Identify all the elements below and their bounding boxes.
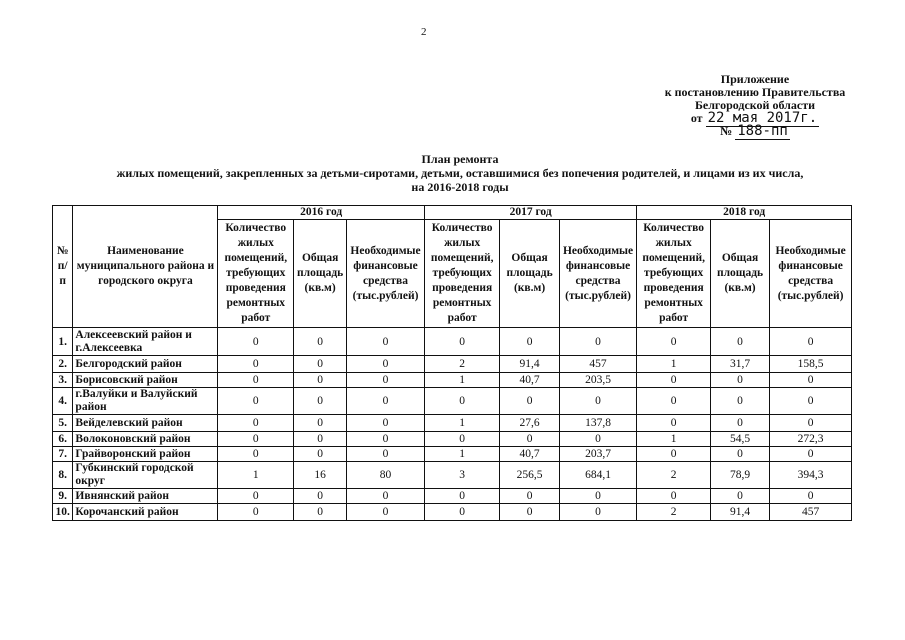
row-district-name: Корочанский район <box>73 504 218 521</box>
table-row <box>53 489 852 504</box>
row-value-cell: 272,3 <box>770 432 852 447</box>
row-value-cell: 457 <box>770 504 852 521</box>
table-row <box>53 328 852 356</box>
row-value-cell: 0 <box>424 504 500 521</box>
row-value-cell: 0 <box>294 504 347 521</box>
date-prefix: от <box>690 111 703 125</box>
row-district-name: Борисовский район <box>73 373 218 388</box>
table-row <box>53 415 852 432</box>
row-value-cell: 158,5 <box>770 356 852 373</box>
row-value-cell: 40,7 <box>500 373 559 388</box>
appendix-resolution-line: к постановлению Правительства <box>664 85 846 99</box>
row-value-cell: 0 <box>347 328 425 356</box>
row-value-cell: 0 <box>347 432 425 447</box>
row-value-cell: 0 <box>770 447 852 462</box>
table-row <box>53 432 852 447</box>
table-row <box>53 373 852 388</box>
row-value-cell: 16 <box>294 462 347 489</box>
row-value-cell: 394,3 <box>770 462 852 489</box>
row-value-cell: 0 <box>424 328 500 356</box>
table-row <box>53 462 852 489</box>
row-value-cell: 1 <box>218 462 294 489</box>
header-count-2016: Количество жилых помещений, требующих проведения ремонтных работ <box>218 220 294 328</box>
number-prefix: № <box>720 124 733 138</box>
appendix-block <box>650 73 860 138</box>
row-value-cell: 0 <box>347 489 425 504</box>
header-funds-2017: Необходимые финансовые средства (тыс.рублей) <box>559 220 637 328</box>
row-value-cell: 0 <box>559 328 637 356</box>
row-value-cell: 0 <box>637 328 711 356</box>
row-value-cell: 0 <box>424 489 500 504</box>
handwritten-date: 22 мая 2017г. <box>707 110 818 126</box>
row-value-cell: 3 <box>424 462 500 489</box>
table-row <box>53 504 852 521</box>
row-value-cell: 40,7 <box>500 447 559 462</box>
row-district-name: Алексеевский район и г.Алексеевка <box>73 328 218 356</box>
row-district-name: Белгородский район <box>73 356 218 373</box>
row-value-cell: 203,7 <box>559 447 637 462</box>
row-value-cell: 0 <box>218 504 294 521</box>
row-number: 1. <box>53 328 73 356</box>
row-value-cell: 0 <box>218 415 294 432</box>
row-value-cell: 0 <box>710 373 769 388</box>
header-area-2016: Общая площадь (кв.м) <box>294 220 347 328</box>
row-number: 9. <box>53 489 73 504</box>
row-value-cell: 0 <box>500 328 559 356</box>
row-value-cell: 0 <box>500 489 559 504</box>
row-value-cell: 0 <box>710 388 769 415</box>
row-value-cell: 31,7 <box>710 356 769 373</box>
row-value-cell: 0 <box>770 415 852 432</box>
row-value-cell: 0 <box>770 373 852 388</box>
row-value-cell: 1 <box>637 432 711 447</box>
table-row <box>53 388 852 415</box>
plan-title-line1: План ремонта <box>421 152 499 166</box>
row-value-cell: 0 <box>347 504 425 521</box>
row-value-cell: 0 <box>424 432 500 447</box>
row-value-cell: 0 <box>294 447 347 462</box>
row-district-name: Вейделевский район <box>73 415 218 432</box>
row-district-name: Ивнянский район <box>73 489 218 504</box>
row-number: 4. <box>53 388 73 415</box>
row-value-cell: 0 <box>770 489 852 504</box>
table-row <box>53 356 852 373</box>
plan-title-line2: жилых помещений, закрепленных за детьми-сиротами, детьми, оставшимися без попечения родителей, и лицами из их числа, <box>116 166 804 180</box>
row-value-cell: 203,5 <box>559 373 637 388</box>
row-value-cell: 0 <box>294 489 347 504</box>
header-count-2017: Количество жилых помещений, требующих проведения ремонтных работ <box>424 220 500 328</box>
row-value-cell: 27,6 <box>500 415 559 432</box>
row-value-cell: 0 <box>710 447 769 462</box>
row-value-cell: 256,5 <box>500 462 559 489</box>
row-value-cell: 0 <box>500 388 559 415</box>
row-value-cell: 80 <box>347 462 425 489</box>
row-value-cell: 2 <box>424 356 500 373</box>
row-value-cell: 137,8 <box>559 415 637 432</box>
repair-plan-table <box>52 205 852 521</box>
header-name: Наименование муниципального района и городского округа <box>73 206 218 328</box>
row-value-cell: 2 <box>637 504 711 521</box>
row-value-cell: 1 <box>637 356 711 373</box>
row-value-cell: 0 <box>218 328 294 356</box>
handwritten-number: 188-пп <box>737 123 788 139</box>
row-value-cell: 0 <box>294 356 347 373</box>
row-value-cell: 0 <box>500 432 559 447</box>
row-number: 10. <box>53 504 73 521</box>
row-number: 7. <box>53 447 73 462</box>
row-value-cell: 91,4 <box>710 504 769 521</box>
row-number: 8. <box>53 462 73 489</box>
row-value-cell: 0 <box>218 489 294 504</box>
row-value-cell: 1 <box>424 373 500 388</box>
row-value-cell: 0 <box>347 447 425 462</box>
header-area-2017: Общая площадь (кв.м) <box>500 220 559 328</box>
row-value-cell: 0 <box>637 388 711 415</box>
row-value-cell: 0 <box>637 489 711 504</box>
page-number: 2 <box>421 26 427 38</box>
row-value-cell: 0 <box>347 373 425 388</box>
row-value-cell: 91,4 <box>500 356 559 373</box>
row-value-cell: 0 <box>770 328 852 356</box>
row-value-cell: 0 <box>294 388 347 415</box>
row-number: 5. <box>53 415 73 432</box>
appendix-region-line: Белгородской области <box>694 98 816 112</box>
row-value-cell: 0 <box>218 373 294 388</box>
row-number: 6. <box>53 432 73 447</box>
header-count-2018: Количество жилых помещений, требующих проведения ремонтных работ <box>637 220 711 328</box>
row-value-cell: 0 <box>559 432 637 447</box>
plan-title <box>60 152 860 194</box>
row-district-name: г.Валуйки и Валуйский район <box>73 388 218 415</box>
row-value-cell: 2 <box>637 462 711 489</box>
plan-title-line3: на 2016-2018 годы <box>411 180 509 194</box>
header-year-2017: 2017 год <box>424 206 637 220</box>
appendix-number-line <box>650 125 860 138</box>
header-funds-2016: Необходимые финансовые средства (тыс.рублей) <box>347 220 425 328</box>
row-number: 3. <box>53 373 73 388</box>
row-value-cell: 0 <box>347 356 425 373</box>
row-district-name: Грайворонский район <box>73 447 218 462</box>
row-value-cell: 0 <box>294 432 347 447</box>
row-value-cell: 0 <box>294 328 347 356</box>
row-district-name: Губкинский городской округ <box>73 462 218 489</box>
row-number: 2. <box>53 356 73 373</box>
row-value-cell: 0 <box>637 373 711 388</box>
row-value-cell: 0 <box>424 388 500 415</box>
row-value-cell: 1 <box>424 415 500 432</box>
header-year-2018: 2018 год <box>637 206 852 220</box>
row-value-cell: 0 <box>218 447 294 462</box>
table-body <box>53 328 852 521</box>
row-value-cell: 0 <box>710 415 769 432</box>
row-value-cell: 0 <box>710 489 769 504</box>
row-value-cell: 0 <box>218 356 294 373</box>
row-value-cell: 0 <box>710 328 769 356</box>
header-funds-2018: Необходимые финансовые средства (тыс.рублей) <box>770 220 852 328</box>
row-value-cell: 78,9 <box>710 462 769 489</box>
row-value-cell: 0 <box>559 489 637 504</box>
row-value-cell: 0 <box>559 504 637 521</box>
appendix-title: Приложение <box>720 72 790 86</box>
row-value-cell: 0 <box>218 432 294 447</box>
row-value-cell: 0 <box>637 415 711 432</box>
header-num: № п/п <box>53 206 73 328</box>
row-value-cell: 0 <box>559 388 637 415</box>
row-value-cell: 0 <box>294 373 347 388</box>
row-district-name: Волоконовский район <box>73 432 218 447</box>
row-value-cell: 0 <box>637 447 711 462</box>
row-value-cell: 457 <box>559 356 637 373</box>
row-value-cell: 54,5 <box>710 432 769 447</box>
row-value-cell: 684,1 <box>559 462 637 489</box>
row-value-cell: 0 <box>347 415 425 432</box>
row-value-cell: 0 <box>347 388 425 415</box>
row-value-cell: 0 <box>294 415 347 432</box>
row-value-cell: 1 <box>424 447 500 462</box>
row-value-cell: 0 <box>218 388 294 415</box>
header-area-2018: Общая площадь (кв.м) <box>710 220 769 328</box>
row-value-cell: 0 <box>500 504 559 521</box>
header-year-2016: 2016 год <box>218 206 424 220</box>
table-row <box>53 447 852 462</box>
row-value-cell: 0 <box>770 388 852 415</box>
